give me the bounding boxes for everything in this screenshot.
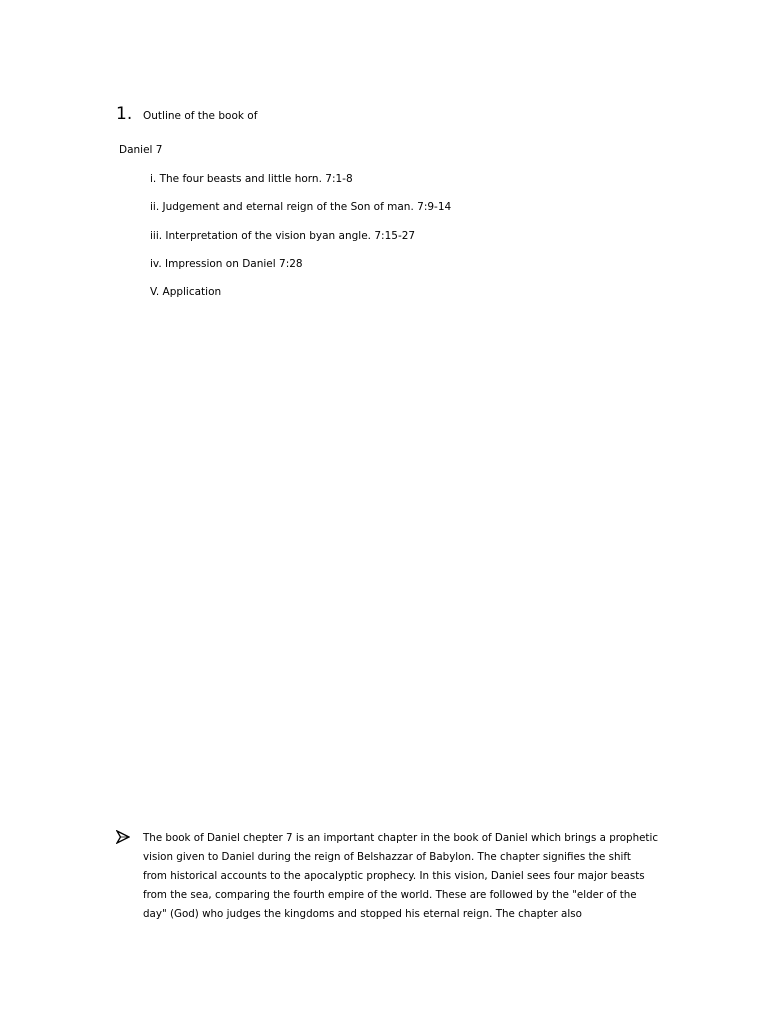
outline-list bbox=[150, 172, 451, 313]
outline-item: ii. Judgement and eternal reign of the Son of man. 7:9-14 bbox=[150, 201, 452, 214]
outline-item: iv. Impression on Daniel 7:28 bbox=[150, 257, 303, 270]
outline-item: i. The four beasts and little horn. 7:1-8 bbox=[150, 173, 353, 185]
section-heading bbox=[116, 104, 257, 124]
outline-item: iii. Interpretation of the vision byan angle. 7:15-27 bbox=[150, 229, 416, 242]
heading-text: Outline of the book of bbox=[143, 110, 258, 122]
subheading: Daniel 7 bbox=[119, 144, 163, 156]
heading-number: 1. bbox=[116, 104, 133, 124]
arrowhead-bullet-icon bbox=[116, 829, 130, 843]
outline-item: V. Application bbox=[150, 286, 222, 299]
paragraph-text: The book of Daniel chepter 7 is an important chapter in the book of Daniel which brings a prophetic vision given to Daniel during the reign of Belshazzar of Babylon. The chapter signifies the shift from historical accounts to the apocalyptic prophecy. In this vision, Daniel sees four major beasts from the sea, comparing the fourth empire of the world. These are followed by the "elder of the day" (God) who judges the kingdoms and stopped his eternal reign. The chapter also bbox=[143, 832, 658, 920]
